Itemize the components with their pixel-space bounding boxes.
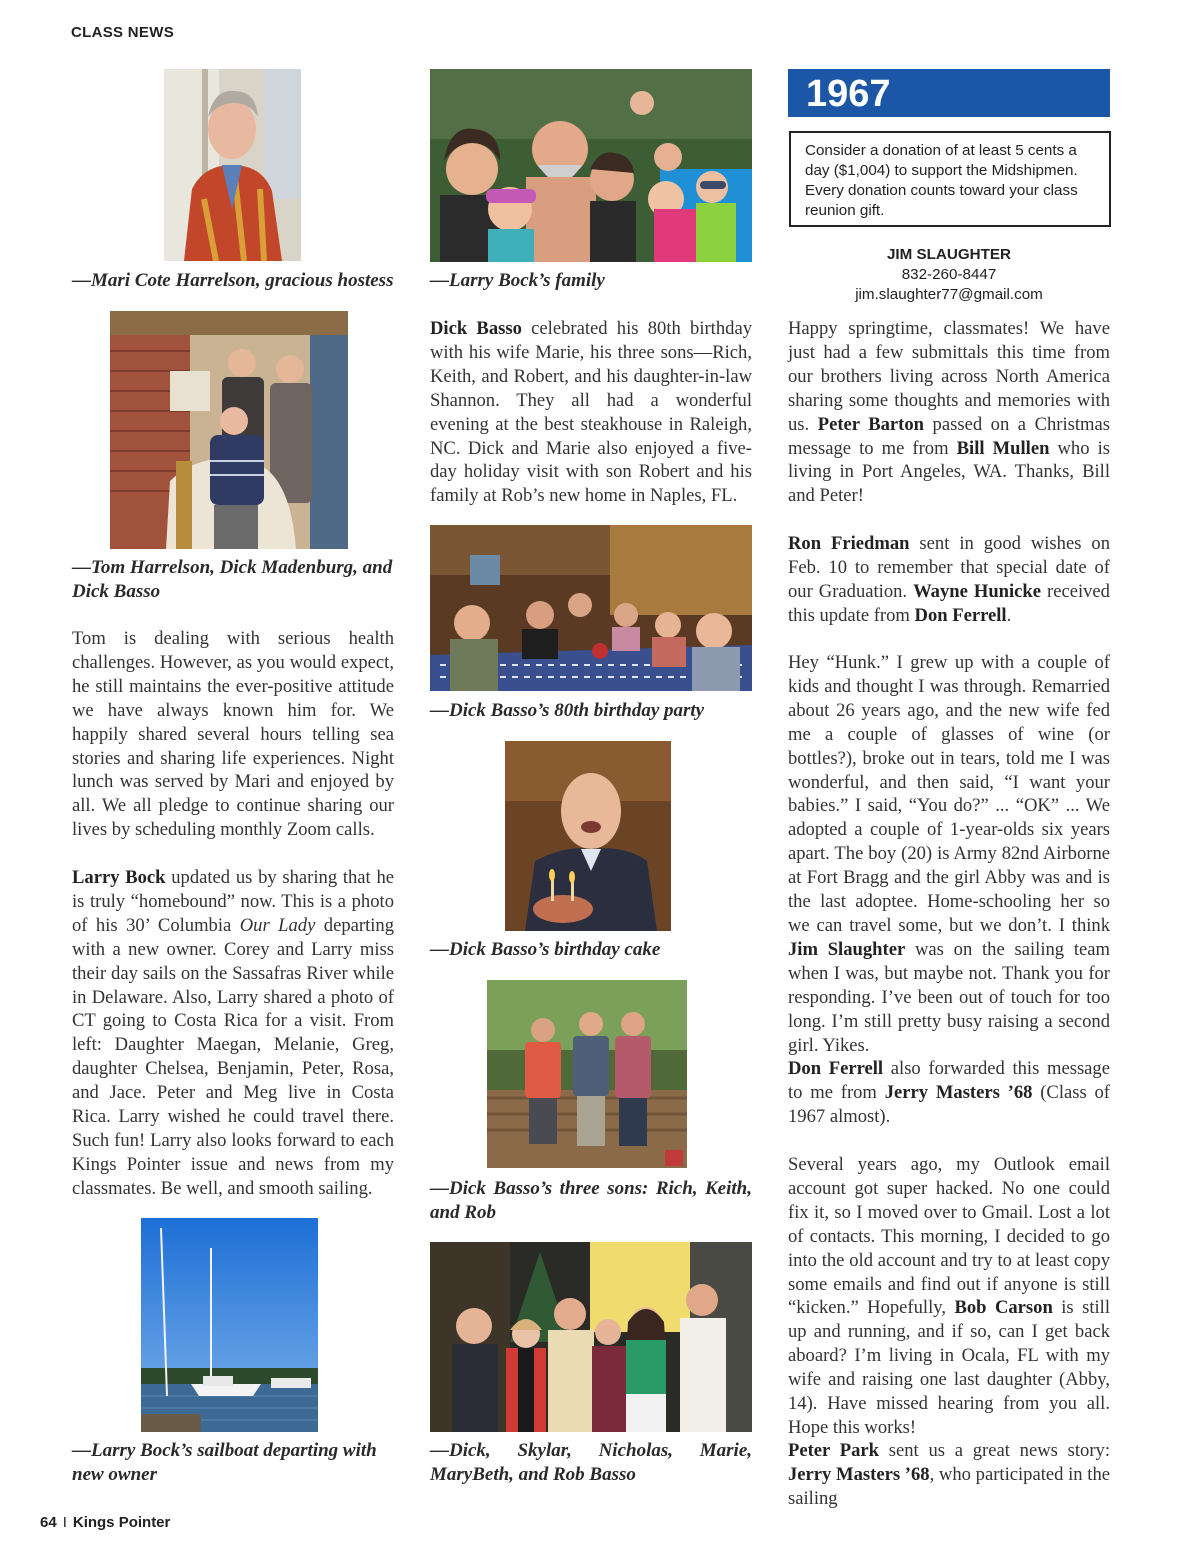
caption-sailboat: —Larry Bock’s sailboat departing with new owner xyxy=(72,1440,377,1485)
contact-email[interactable]: jim.slaughter77@gmail.com xyxy=(855,286,1043,303)
caption-birthday-party: —Dick Basso’s 80th birthday party xyxy=(430,700,705,721)
page-number: 64 xyxy=(40,1514,57,1531)
caption-basso-group: —Dick, Skylar, Nicholas, Marie, MaryBeth, and Rob Basso xyxy=(430,1440,752,1485)
col3-paragraph-1: Happy springtime, classmates! We have just had a few submittals this time from our brothers living across North America sharing some thoughts and memories with us. Peter Barton passed on a Christmas message to me from Bill Mullen who is living in Port Angeles, WA. Thanks, Bill and Peter! xyxy=(788,318,1110,507)
caption-birthday-cake: —Dick Basso’s birthday cake xyxy=(430,939,661,960)
page-footer xyxy=(40,1514,170,1531)
photo-three-sons xyxy=(487,980,687,1168)
class-year-banner: 1967 xyxy=(788,69,1110,117)
caption-three-sons: —Dick Basso’s three sons: Rich, Keith, and Rob xyxy=(430,1178,752,1223)
photo-birthday-party xyxy=(430,525,752,691)
col2-paragraph-1: Dick Basso celebrated his 80th birthday with his wife Marie, his three sons—Rich, Keith, and Robert, and his daughter-in-law Shannon. They all had a wonderful evening at the best steakhouse in Raleigh, NC. Dick and Marie also enjoyed a five-day holiday visit with son Robert and his family at Rob’s new home in Naples, FL. xyxy=(430,318,752,507)
col3-paragraph-6: Peter Park sent us a great news story: Jerry Masters ’68, who participated in the sailing xyxy=(788,1440,1111,1509)
caption-mari: —Mari Cote Harrelson, gracious hostess xyxy=(72,270,394,291)
contact-phone: 832-260-8447 xyxy=(901,266,997,283)
col1-paragraph-2: Larry Bock updated us by sharing that he is truly “homebound” now. This is a photo of his 30’ Columbia Our Lady departing with a new owner. Corey and Larry miss their day sails on the Sassafras River while in Delaware. Also, Larry shared a photo of CT going to Costa Rica for a visit. From left: Daughter Maegan, Melanie, Greg, daughter Chelsea, Benjamin, Peter, Rosa, and Jace. Peter and Meg live in Costa Rica. Larry wished he could travel there. Such fun! Larry also looks forward to each Kings Pointer issue and news from my classmates. Be well, and smooth sailing. xyxy=(72,867,395,1199)
boat-name: Our Lady xyxy=(239,914,316,936)
donation-box: Consider a donation of at least 5 cents a day ($1,004) to support the Midshipmen. Every donation counts toward your class reunion gift. xyxy=(789,131,1111,227)
photo-tom-harrelson-group xyxy=(110,311,348,549)
publication-name: Kings Pointer xyxy=(72,1514,171,1531)
name-dick-basso: Dick Basso xyxy=(430,318,522,339)
col3-paragraph-2: Ron Friedman sent in good wishes on Feb. 10 to remember that special date of our Graduation. Wayne Hunicke received this update from Don Ferrell. xyxy=(788,533,1110,626)
caption-tom: —Tom Harrelson, Dick Madenburg, and Dick Basso xyxy=(72,557,393,602)
contact-name: JIM SLAUGHTER xyxy=(886,246,1012,263)
col3-paragraph-3: Hey “Hunk.” I grew up with a couple of kids and thought I was through. Remarried about 26 years ago, and the new wife fed me a couple of glasses of wine (or bottles?), broke out in tears, told me I was wonderful, and then said, “I want your babies.” I said, “You do?” ... “OK” ... We adopted a couple of 1-year-olds six years apart. The boy (20) is Army 82nd Airborne at Fort Bragg and the girl Abby was and is the last adoptee. Home-schooling her so we can travel some, but we don’t. I think Jim Slaughter was on the sailing team when I was, but maybe not. Thank you for responding. I’ve been out of touch for too long. I’m still pretty busy raising a second girl. Yikes. xyxy=(788,652,1110,1056)
col3-paragraph-5: Several years ago, my Outlook email account got super hacked. No one could fix it, so I moved over to Gmail. Lost a lot of contacts. This morning, I decided to go into the old account and try to at least copy some emails and find out if anyone is still “kicken.” Hopefully, Bob Carson is still up and running, and if so, can I get back aboard? I’m living in Ocala, FL with my wife and raising one last daughter (Abby, 14). Have missed hearing from you all. Hope this works! xyxy=(788,1154,1110,1438)
caption-bock-family: —Larry Bock’s family xyxy=(430,270,605,291)
photo-mari-harrelson xyxy=(164,69,301,261)
section-header: CLASS NEWS xyxy=(71,24,175,41)
photo-basso-group xyxy=(430,1242,752,1432)
photo-sailboat xyxy=(141,1218,318,1432)
photo-bock-family xyxy=(430,69,752,262)
name-larry-bock: Larry Bock xyxy=(72,867,166,888)
col3-paragraph-4: Don Ferrell also forwarded this message to me from Jerry Masters ’68 (Class of 1967 almost). xyxy=(788,1058,1110,1127)
footer-separator: I xyxy=(62,1514,67,1531)
col1-paragraph-1: Tom is dealing with serious health challenges. However, as you would expect, he still maintains the ever-positive attitude we have always known him for. We happily shared several hours telling sea stories and sharing life experiences. Night lunch was served by Mari and enjoyed by all. We all pledge to continue sharing our lives by scheduling monthly Zoom calls. xyxy=(72,628,394,841)
photo-birthday-cake xyxy=(505,741,671,931)
